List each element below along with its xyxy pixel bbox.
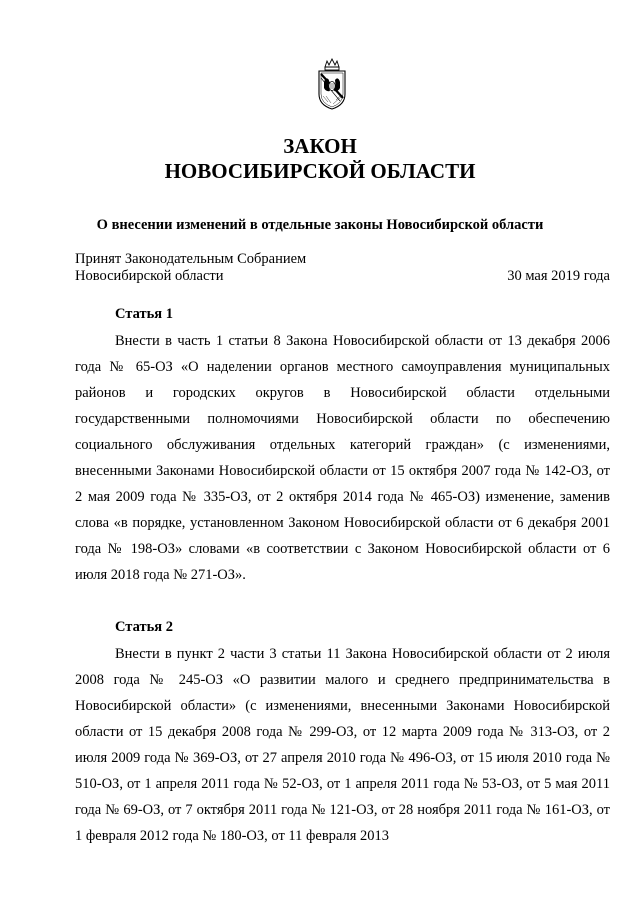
law-title-region: НОВОСИБИРСКОЙ ОБЛАСТИ	[164, 159, 476, 183]
article-1-heading: Статья 1	[115, 306, 173, 322]
article-2-text: Внести в пункт 2 части 3 статьи 11 Закона Новосибирской области от 2 июля 2008 года № 245-ОЗ «О развитии малого и среднего предпринимательства в Новосибирской области» (с изменениями, внесенными Законами Новосибирской области от 15 декабря 2008 года № 299-ОЗ, от 12 марта 2009 года № 313-ОЗ, от 2 июля 2009 года № 369-ОЗ, от 27 апреля 2010 года № 496-ОЗ, от 15 июля 2010 года № 510-ОЗ, от 1 апреля 2011 года № 52-ОЗ, от 1 апреля 2011 года № 53-ОЗ, от 5 мая 2011 года № 69-ОЗ, от 7 октября 2011 года № 121-ОЗ, от 28 ноября 2011 года № 161-ОЗ, от 1 февраля 2012 года № 180-ОЗ, от 11 февраля 2013	[75, 646, 610, 844]
law-title: ЗАКОН	[283, 134, 357, 158]
adoption-date: 30 мая 2019 года	[507, 268, 610, 284]
article-1-text: Внести в часть 1 статьи 8 Закона Новосибирской области от 13 декабря 2006 года № 65-ОЗ «О наделении органов местного самоуправления муниципальных районов и городских округов в Новосибирской области отдельными государственными полномочиями Новосибирской области по обеспечению социального обслуживания отдельных категорий граждан» (с изменениями, внесенными Законами Новосибирской области от 15 октября 2007 года № 142-ОЗ, от 2 мая 2009 года № 335-ОЗ, от 2 октября 2014 года № 465-ОЗ) изменение, заменив слова «в порядке, установленном Законом Новосибирской области от 6 декабря 2001 года № 198-ОЗ» словами «в соответствии с Законом Новосибирской области от 6 июля 2018 года № 271-ОЗ».	[75, 333, 610, 583]
adopted-by-line1: Принят Законодательным Собранием	[75, 251, 307, 267]
law-subtitle: О внесении изменений в отдельные законы Новосибирской области	[96, 217, 544, 233]
coat-of-arms-icon	[316, 58, 348, 110]
adoption-block	[75, 251, 610, 285]
article-2-heading: Статья 2	[115, 619, 173, 635]
adopted-by-line2: Новосибирской области	[75, 268, 224, 284]
